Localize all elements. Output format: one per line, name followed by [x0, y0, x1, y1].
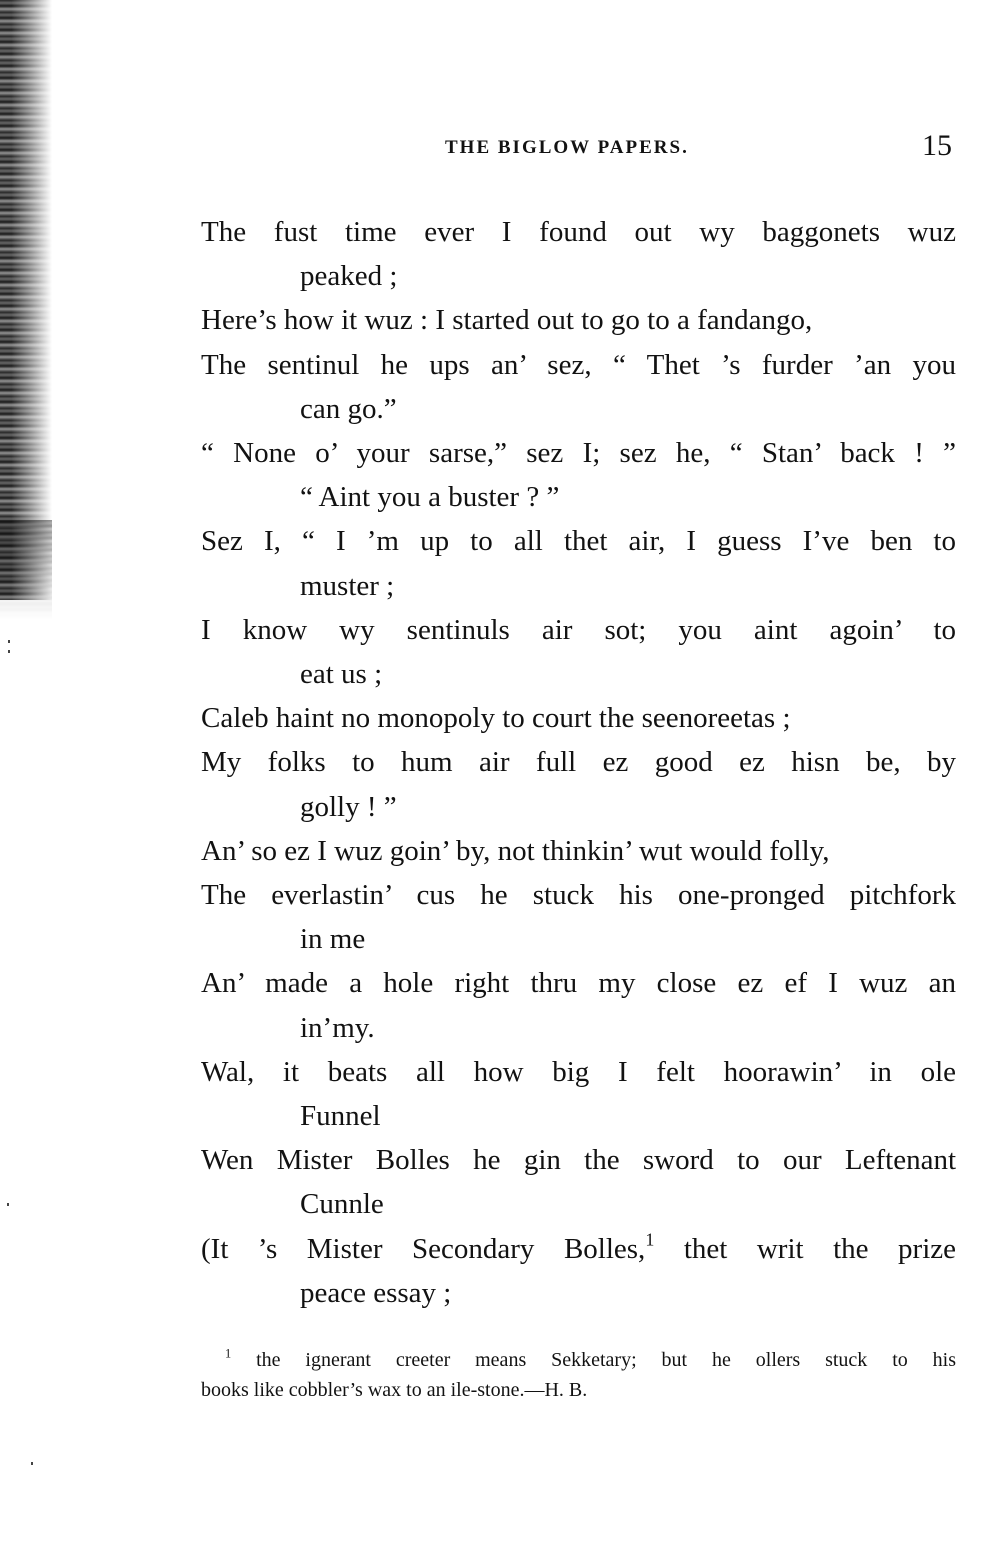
poem-continuation-line: golly ! ”	[300, 790, 397, 823]
poem-continuation-line: Cunnle	[300, 1188, 384, 1221]
poem-continuation-line: peaked ;	[300, 260, 398, 293]
poem-continuation-line: in’my.	[300, 1011, 375, 1044]
poem-continuation-line: peace essay ;	[300, 1276, 452, 1309]
footnote	[201, 1345, 956, 1405]
poem-line-text: thet writ the prize	[654, 1232, 956, 1265]
poem-continuation-line: in me	[300, 923, 366, 956]
poem-continuation-line: Funnel	[300, 1100, 381, 1133]
page-number: 15	[922, 129, 952, 162]
footnote-line: books like cobbler’s wax to an ile-stone.—H. B.	[201, 1379, 588, 1401]
poem-line: My folks to hum air full ez good ez hisn be, by	[201, 746, 956, 779]
scan-speck	[7, 1203, 9, 1206]
poem-line: Wal, it beats all how big I felt hoorawin’ in ole	[201, 1055, 956, 1088]
poem-line: The everlastin’ cus he stuck his one-pronged pitchfork	[201, 879, 956, 912]
poem-line: The sentinul he ups an’ sez, “ Thet ’s furder ’an you	[201, 348, 956, 381]
poem-line: Sez I, “ I ’m up to all thet air, I guess I’ve ben to	[201, 525, 956, 558]
poem-line: I know wy sentinuls air sot; you aint agoin’ to	[201, 613, 956, 646]
scanned-binding-edge	[0, 0, 52, 600]
running-title: THE BIGLOW PAPERS.	[445, 137, 689, 158]
footnote-text: the ignerant creeter means Sekketary; but he ollers stuck to his	[231, 1349, 956, 1371]
footnote-marker: 1	[225, 1346, 232, 1361]
poem-continuation-line: muster ;	[300, 569, 395, 602]
poem-line: Caleb haint no monopoly to court the seenoreetas ;	[201, 702, 791, 735]
scan-speck	[8, 650, 10, 653]
poem-line: The fust time ever I found out wy baggonets wuz	[201, 216, 956, 248]
poem-body	[201, 210, 956, 1315]
footnote-line	[201, 1345, 956, 1375]
poem-line: An’ so ez I wuz goin’ by, not thinkin’ wut would folly,	[201, 834, 830, 867]
poem-continuation-line: can go.”	[300, 392, 397, 425]
poem-line-text: (It ’s Mister Secondary Bolles,	[201, 1232, 646, 1265]
poem-line	[201, 1227, 956, 1271]
scan-speck	[8, 640, 10, 643]
poem-line: Wen Mister Bolles he gin the sword to our Leftenant	[201, 1144, 956, 1177]
footnote-reference: 1	[645, 1229, 655, 1250]
poem-line: “ None o’ your sarse,” sez I; sez he, “ Stan’ back ! ”	[201, 437, 956, 470]
poem-line: An’ made a hole right thru my close ez ef I wuz an	[201, 967, 956, 1000]
poem-line: Here’s how it wuz : I started out to go to a fandango,	[201, 304, 813, 337]
scan-speck	[31, 1462, 33, 1465]
poem-continuation-line: eat us ;	[300, 658, 383, 691]
scanned-binding-edge-fade	[0, 520, 52, 620]
poem-continuation-line: “ Aint you a buster ? ”	[300, 481, 560, 514]
